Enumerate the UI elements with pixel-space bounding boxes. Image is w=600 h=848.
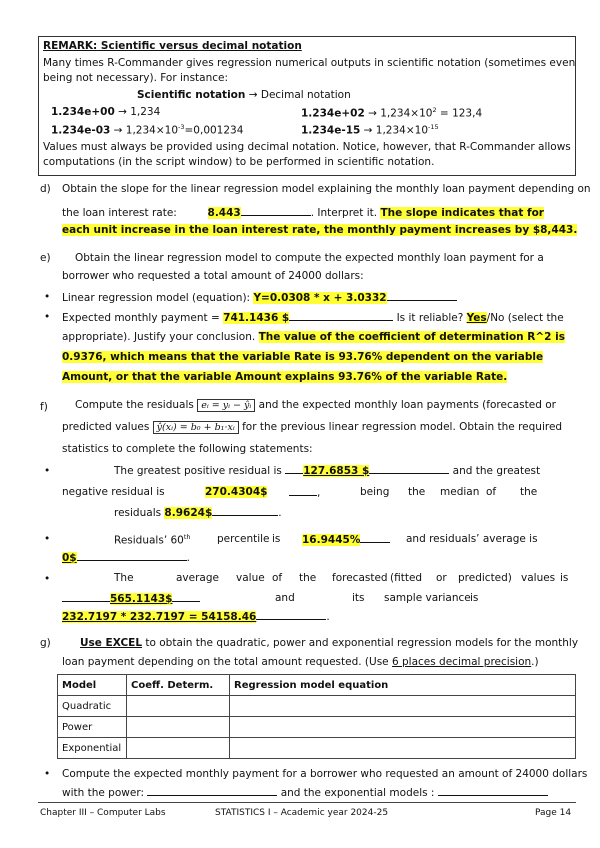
bullet-icon: • (44, 768, 51, 780)
bullet-icon: • (44, 311, 51, 323)
word-the: the (520, 486, 538, 498)
table-row (58, 738, 576, 759)
footer-divider (38, 802, 576, 803)
equation-cell[interactable] (230, 738, 576, 759)
remark-intro-1: Many times R-Commander gives regression numerical outputs in scientific notation (sometimes even (43, 57, 576, 69)
model-name: Exponential (58, 738, 127, 759)
slope-interpretation-2: each unit increase in the loan interest rate, the monthly payment increases by $8,443. (62, 224, 578, 236)
justification-2: 0.9376, which means that the variable Rate is 93.76% dependent on the variable (62, 351, 544, 363)
average-residual-line: 0$ . (62, 552, 190, 564)
section-e-label: e) (40, 252, 51, 264)
remark-example-3: $1.234e-03 \to 1,234\times 10^{-3}=0,001234$ (51, 123, 244, 137)
model-name: Quadratic (58, 696, 127, 717)
word: forecasted (332, 572, 388, 584)
word: values (521, 572, 556, 584)
word-its: its (352, 592, 365, 604)
footer-left: Chapter III – Computer Labs (40, 808, 166, 818)
predicted-formula: ŷ(xᵢ) = b₀ + b₁·xᵢ (153, 421, 239, 434)
regression-equation: Y=0.0308 * x + 3.0332 (253, 292, 387, 304)
median-residual-line: residuals 8.9624$ . (114, 507, 282, 519)
section-f-line1: Compute the residuals eᵢ = yᵢ − ŷᵢ and the expected monthly loan payments (forecasted or (75, 399, 556, 411)
percentile-answer: 16.9445% (302, 534, 361, 546)
section-e-line2: borrower who requested a total amount of 24000 dollars: (62, 270, 364, 282)
blank-line: , (289, 486, 320, 499)
word: value (236, 572, 265, 584)
word: or (436, 572, 447, 584)
coeff-cell[interactable] (127, 717, 230, 738)
sample-variance: 232.7197 * 232.7197 = 54158.46 (62, 611, 257, 623)
section-f-line2: predicted values ŷ(xᵢ) = b₀ + b₁·xᵢ for the previous linear regression model. Obtain the required (62, 421, 563, 433)
section-d-line2: the loan interest rate: 8.443 . Interpret it. The slope indicates that for (62, 207, 544, 219)
model-name: Power (58, 717, 127, 738)
word-and: and (275, 592, 295, 604)
word-median: median (440, 486, 480, 498)
table-header: Regression model equation (230, 675, 576, 696)
percentile-answer-wrap (302, 533, 390, 546)
word: predicted) (458, 572, 512, 584)
max-residual: 127.6853 $ (303, 465, 370, 477)
average-text: and residuals’ average is (406, 533, 538, 545)
remark-title: REMARK: Scientific versus decimal notation (43, 40, 302, 52)
variance-line: 232.7197 * 232.7197 = 54158.46 . (62, 611, 330, 623)
min-residual: 270.4304$ (205, 486, 268, 498)
bullet-icon: • (44, 533, 51, 545)
table-header: Model (58, 675, 127, 696)
section-d-line1: Obtain the slope for the linear regression model explaining the monthly loan payment depending on (62, 183, 591, 195)
section-g-line2: loan payment depending on the total amount requested. (Use 6 places decimal precision.) (62, 656, 539, 668)
coeff-cell[interactable] (127, 696, 230, 717)
mean-forecast: 565.1143$ (110, 593, 173, 605)
residual-formula: eᵢ = yᵢ − ŷᵢ (197, 399, 255, 412)
regression-equation-line: Linear regression model (equation): Y=0.0308 * x + 3.0332 (62, 291, 457, 304)
page-number: Page 14 (535, 808, 572, 818)
word-sample-variance: sample variance (384, 592, 471, 604)
word-the: the (408, 486, 426, 498)
justification-line: appropriate). Justify your conclusion. The value of the coefficient of determination R^2 is (62, 331, 565, 343)
remark-example-4: $1.234e-15 \to 1,234\times 10^{-15}$ (301, 123, 439, 137)
section-g-label: g) (40, 637, 51, 649)
word: (fitted (390, 572, 423, 584)
reliability-yes: Yes (466, 312, 487, 324)
min-residual-line: negative residual is (62, 486, 165, 498)
bullet-icon: • (44, 573, 51, 585)
section-f-line3: statistics to complete the following statements: (62, 443, 313, 455)
word: The (114, 572, 134, 584)
footer-center: STATISTICS I – Academic year 2024-25 (215, 808, 389, 818)
remark-header: Scientific notation → Decimal notation (137, 89, 351, 101)
regression-models-table (57, 674, 576, 759)
equation-cell[interactable] (230, 696, 576, 717)
remark-example-2: $1.234e+02 \to 1,234\times 10^2 = 123,4$ (301, 106, 483, 120)
remark-box (38, 36, 576, 176)
expected-payment: 741.1436 $ (223, 312, 290, 324)
word-is: is (272, 533, 281, 545)
remark-outro-2: computations (in the script window) to be performed in scientific notation. (43, 156, 435, 168)
section-g-bullet-1: Compute the expected monthly payment for a borrower who requested an amount of 24000 dollars (62, 768, 588, 780)
section-f-label: f) (40, 401, 48, 413)
word: is (560, 572, 569, 584)
expected-payment-line: Expected monthly payment = 741.1436 $ Is it reliable? Yes/No (select the (62, 312, 564, 324)
word-being: being (360, 486, 390, 498)
word-is: is (470, 592, 479, 604)
word: of (272, 572, 283, 584)
bullet-icon: • (44, 291, 51, 303)
remark-intro-2: being not necessary). For instance: (43, 72, 229, 84)
word: the (299, 572, 317, 584)
bullet-icon: • (44, 465, 51, 477)
section-g-line1: Use EXCEL to obtain the quadratic, power and exponential regression models for the monthly (80, 637, 579, 649)
median-residual: 8.9624$ (164, 507, 213, 519)
percentile-line: Residuals’ 60th (114, 533, 191, 547)
slope-interpretation-1: The slope indicates that for (380, 207, 544, 219)
table-row (58, 696, 576, 717)
equation-cell[interactable] (230, 717, 576, 738)
word: average (176, 572, 219, 584)
section-g-bullet-2: with the power: and the exponential models : (62, 786, 548, 799)
word-of: of (486, 486, 497, 498)
section-d-label: d) (40, 183, 51, 195)
coeff-cell[interactable] (127, 738, 230, 759)
remark-outro-1: Values must always be provided using decimal notation. Notice, however, that R-Commander allows (43, 141, 571, 153)
remark-example-1: 1.234e+00 → 1,234 (51, 106, 161, 118)
max-residual-line: The greatest positive residual is 127.6853 $ and the greatest (114, 465, 541, 477)
justification-1: The value of the coefficient of determination R^2 is (258, 331, 565, 343)
slope-answer: 8.443 (207, 207, 241, 219)
table-header: Coeff. Determ. (127, 675, 230, 696)
justification-3: Amount, or that the variable Amount explains 93.76% of the variable Rate. (62, 371, 508, 383)
average-residual: 0$ (62, 552, 77, 564)
table-row (58, 717, 576, 738)
mean-forecast-line (62, 592, 200, 605)
word-percentile: percentile (217, 533, 270, 545)
section-e-line1: Obtain the linear regression model to compute the expected monthly loan payment for a (75, 252, 544, 264)
